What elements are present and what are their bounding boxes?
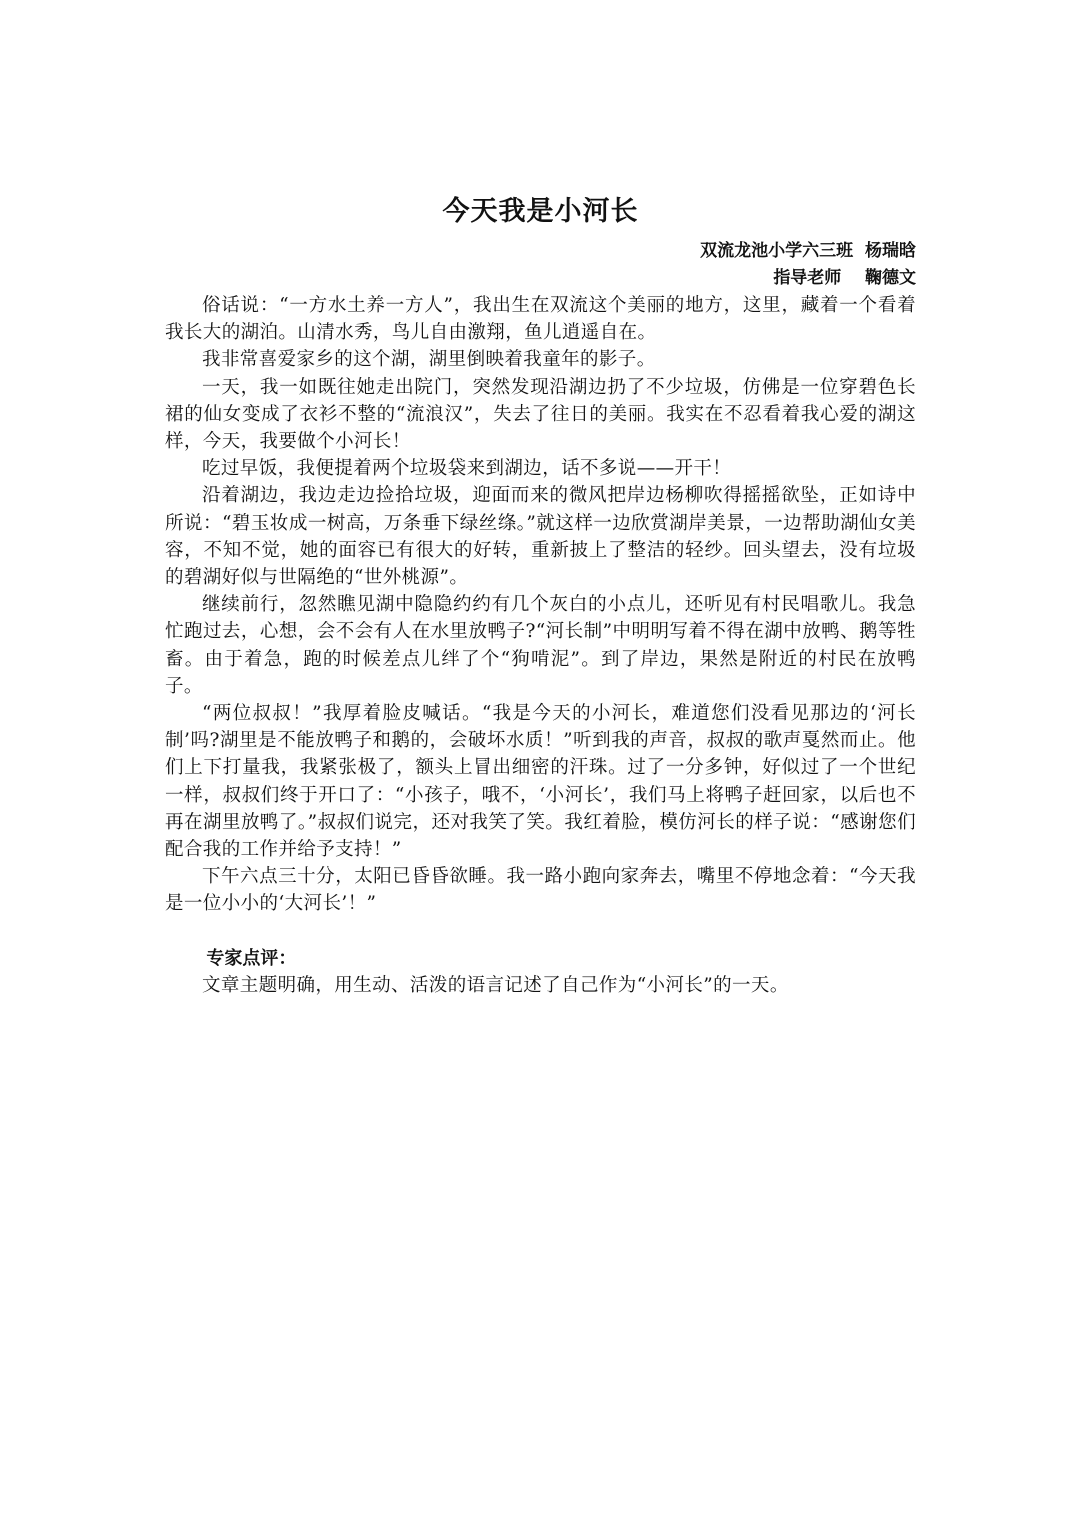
paragraph-2: 我非常喜爱家乡的这个湖，湖里倒映着我童年的影子。 (202, 349, 656, 371)
expert-comment-text: 文章主题明确，用生动、活泼的语言记述了自己作为“小河长”的一天。 (202, 974, 789, 996)
document-page (165, 192, 916, 999)
paragraph-8: 下午六点三十分，太阳已昏昏欲睡。我一路小跑向家奔去，嘴里不停地念着：“今天我是一位小小的‘大河长’！” (165, 866, 916, 915)
paragraph-1: 俗话说：“一方水土养一方人”，我出生在双流这个美丽的地方，这里，藏着一个看着我长大的湖泊。山清水秀，鸟儿自由激翔，鱼儿逍遥自在。 (165, 295, 916, 344)
paragraph-6: 继续前行，忽然瞧见湖中隐隐约约有几个灰白的小点儿，还听见有村民唱歌儿。我急忙跑过去，心想，会不会有人在水里放鸭子?“河长制”中明明写着不得在湖中放鸭、鹅等牲畜。由于着急，跑的时候差点儿绊了个“狗啃泥”。到了岸边，果然是附近的村民在放鸭子。 (165, 594, 916, 697)
paragraph-3: 一天，我一如既往她走出院门，突然发现沿湖边扔了不少垃圾，仿佛是一位穿碧色长裙的仙女变成了衣衫不整的“流浪汉”，失去了往日的美丽。我实在不忍看着我心爱的湖这样，今天，我要做个小河长！ (165, 376, 916, 453)
paragraph-5: 沿着湖边，我边走边捡拾垃圾，迎面而来的微风把岸边杨柳吹得摇摇欲坠，正如诗中所说：“碧玉妆成一树高，万条垂下绿丝绦。”就这样一边欣赏湖岸美景，一边帮助湖仙女美容，不知不觉，她的面容已有很大的好转，重新披上了整洁的轻纱。回头望去，没有垃圾的碧湖好似与世隔绝的“世外桃源”。 (165, 485, 916, 589)
teacher-line: 指导老师 鞠德文 (773, 268, 916, 288)
section-spacer (165, 918, 916, 945)
article-title: 今天我是小河长 (442, 196, 639, 227)
paragraph-4: 吃过早饭，我便提着两个垃圾袋来到湖边，话不多说——开干！ (202, 458, 732, 480)
expert-comment-heading: 专家点评： (206, 947, 297, 969)
paragraph-7: “两位叔叔！”我厚着脸皮喊话。“我是今天的小河长，难道您们没看见那边的‘河长制’吗?湖里是不能放鸭子和鹅的，会破坏水质！”听到我的声音，叔叔的歌声戛然而止。他们上下打量我，我紧张极了，额头上冒出细密的汗珠。过了一分多钟，好似过了一个世纪一样，叔叔们终于开口了：“小孩子，哦不，‘小河长’，我们马上将鸭子赶回家，以后也不再在湖里放鸭了。”叔叔们说完，还对我笑了笑。我红着脸，模仿河长的样子说：“感谢您们配合我的工作并给予支持！” (165, 703, 916, 861)
author-line: 双流龙池小学六三班 杨瑞晗 (700, 241, 916, 261)
